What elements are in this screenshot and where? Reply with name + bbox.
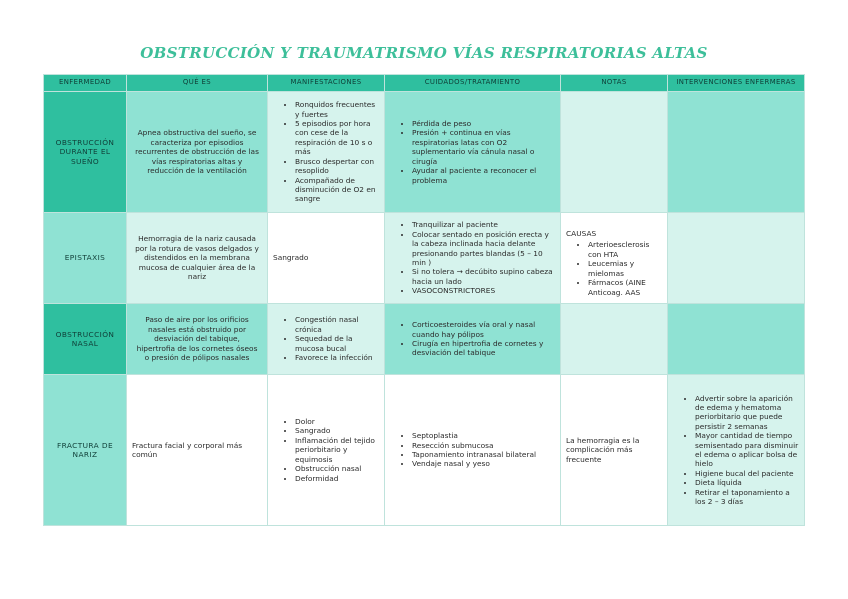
- list-item: • 5 episodios por hora con cese de la respiración de 10 s o más: [295, 119, 379, 157]
- notes-cell: [561, 213, 668, 304]
- list-item: • Acompañado de disminución de O2 en sangre: [295, 176, 379, 204]
- notes-title: CAUSAS: [566, 229, 597, 239]
- table-row: [44, 304, 805, 375]
- manifestations-cell: [268, 92, 385, 213]
- disease-cell: OBSTRUCCIÓN DURANTE EL SUEÑO: [44, 92, 127, 213]
- list-item: • Obstrucción nasal: [295, 464, 379, 473]
- list-item: • Brusco despertar con resoplido: [295, 157, 379, 176]
- header-manifestaciones: MANIFESTACIONES: [268, 75, 385, 92]
- manifestations-cell: [268, 304, 385, 375]
- list-item: • Si no tolera → decúbito supino cabeza hacia un lado: [412, 267, 555, 286]
- list-item: • Inflamación del tejido periorbitario y equimosis: [295, 436, 379, 464]
- list-item: • Higiene bucal del paciente: [695, 469, 799, 478]
- header-enfermedad: ENFERMEDAD: [44, 75, 127, 92]
- list-item: • Colocar sentado en posición erecta y la cabeza inclinada hacia delante presionando partes blandas (5 – 10 min ): [412, 230, 555, 268]
- manifestations-cell: [268, 375, 385, 526]
- table-row: [44, 92, 805, 213]
- list-item: • Corticoesteroides vía oral y nasal cuando hay pólipos: [412, 320, 555, 339]
- list-item: • Arterioesclerosis con HTA: [588, 240, 662, 259]
- list-item: • Congestión nasal crónica: [295, 315, 379, 334]
- list-item: • Mayor cantidad de tiempo semisentado para disminuir el edema o aplicar bolsa de hielo: [695, 431, 799, 469]
- notes-cell: [561, 92, 668, 213]
- list-item: • Cirugía en hipertrofia de cornetes y desviación del tabique: [412, 339, 555, 358]
- notes-cell: [561, 304, 668, 375]
- definition-cell: Fractura facial y corporal más común: [127, 375, 268, 526]
- care-cell: [385, 213, 561, 304]
- page-title: OBSTRUCCIÓN Y TRAUMATRISMO VÍAS RESPIRATORIAS ALTAS: [140, 44, 708, 62]
- header-que-es: QUÉ ES: [127, 75, 268, 92]
- disease-cell: EPISTAXIS: [44, 213, 127, 304]
- list-item: • Dolor: [295, 417, 379, 426]
- list-item: • Tranquilizar al paciente: [412, 220, 555, 229]
- header-intervenciones: INTERVENCIONES ENFERMERAS: [668, 75, 805, 92]
- definition-cell: Hemorragia de la nariz causada por la rotura de vasos delgados y distendidos en la membrana mucosa de cualquier área de la nariz: [127, 213, 268, 304]
- table-header-row: [44, 75, 805, 92]
- interventions-cell: [668, 92, 805, 213]
- list-item: • Favorece la infección: [295, 353, 379, 362]
- table-row: [44, 213, 805, 304]
- list-item: • Vendaje nasal y yeso: [412, 459, 555, 468]
- list-item: • Sangrado: [295, 426, 379, 435]
- list-item: • Septoplastia: [412, 431, 555, 440]
- list-item: • Retirar el taponamiento a los 2 – 3 días: [695, 488, 799, 507]
- list-item: • Deformidad: [295, 474, 379, 483]
- list-item: • Leucemias y mielomas: [588, 259, 662, 278]
- list-item: • Fármacos (AINE Anticoag. AAS: [588, 278, 662, 297]
- list-item: • Dieta líquida: [695, 478, 799, 487]
- list-item: • Ronquidos frecuentes y fuertes: [295, 100, 379, 119]
- care-cell: [385, 375, 561, 526]
- disease-table: [43, 74, 805, 526]
- table-row: [44, 375, 805, 526]
- interventions-cell: [668, 375, 805, 526]
- disease-cell: OBSTRUCCIÓN NASAL: [44, 304, 127, 375]
- list-item: • Advertir sobre la aparición de edema y hematoma periorbitario que puede persistir 2 semanas: [695, 394, 799, 432]
- list-item: • Pérdida de peso: [412, 119, 555, 128]
- list-item: • Ayudar al paciente a reconocer el problema: [412, 166, 555, 185]
- list-item: • VASOCONSTRICTORES: [412, 286, 555, 295]
- header-notas: NOTAS: [561, 75, 668, 92]
- list-item: • Presión + continua en vías respiratorias latas con O2 suplementario vía cánula nasal o cirugía: [412, 128, 555, 166]
- interventions-cell: [668, 304, 805, 375]
- definition-cell: Apnea obstructiva del sueño, se caracteriza por episodios recurrentes de obstrucción de las vías respiratorias altas y reducción de la ventilación: [127, 92, 268, 213]
- list-item: • Taponamiento intranasal bilateral: [412, 450, 555, 459]
- list-item: • Sequedad de la mucosa bucal: [295, 334, 379, 353]
- header-cuidados: CUIDADOS/TRATAMIENTO: [385, 75, 561, 92]
- disease-cell: FRACTURA DE NARIZ: [44, 375, 127, 526]
- manifestations-cell: Sangrado: [268, 213, 385, 304]
- definition-cell: Paso de aire por los orificios nasales está obstruido por desviación del tabique, hipertrofia de los cornetes óseos o presión de pólipos nasales: [127, 304, 268, 375]
- notes-cell: La hemorragia es la complicación más frecuente: [561, 375, 668, 526]
- care-cell: [385, 92, 561, 213]
- interventions-cell: [668, 213, 805, 304]
- list-item: • Resección submucosa: [412, 441, 555, 450]
- care-cell: [385, 304, 561, 375]
